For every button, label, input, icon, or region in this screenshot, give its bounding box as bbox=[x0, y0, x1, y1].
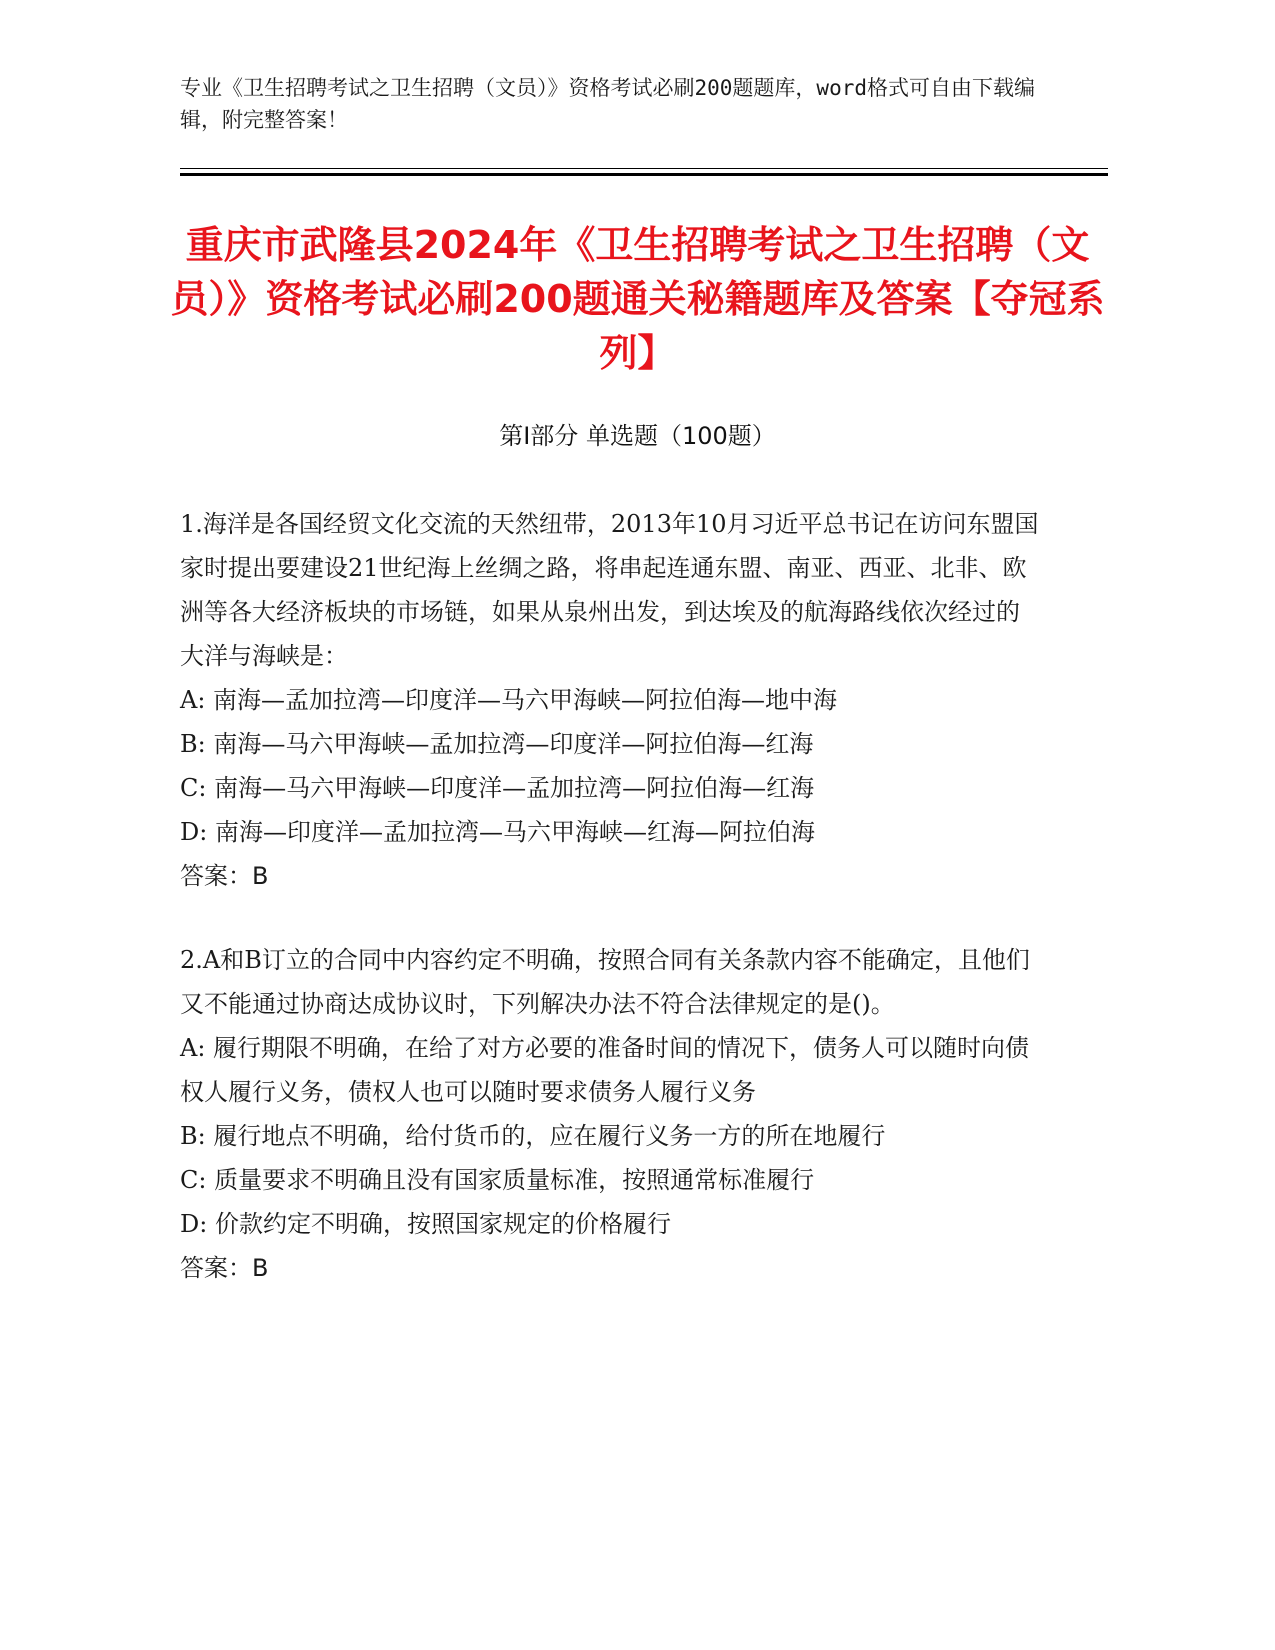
header-divider-thin bbox=[180, 168, 1108, 169]
answer: 答案：B bbox=[180, 862, 269, 890]
question-2 bbox=[180, 938, 1040, 1290]
header-note: 专业《卫生招聘考试之卫生招聘（文员）》资格考试必刷200题题库，word格式可自由下载编辑，附完整答案！ bbox=[180, 76, 1035, 132]
section-heading: 第Ⅰ部分 单选题（100题） bbox=[499, 422, 776, 450]
question-stem: 1.海洋是各国经贸文化交流的天然纽带，2013年10月习近平总书记在访问东盟国家时提出要建设21世纪海上丝绸之路，将串起连通东盟、南亚、西亚、北非、欧洲等各大经济板块的市场链，如果从泉州出发，到达埃及的航海路线依次经过的大洋与海峡是： bbox=[180, 510, 1039, 670]
option-b: B: 南海—马六甲海峡—孟加拉湾—印度洋—阿拉伯海—红海 bbox=[180, 730, 814, 758]
option-d: D: 价款约定不明确，按照国家规定的价格履行 bbox=[180, 1210, 671, 1238]
question-stem: 2.A和B订立的合同中内容约定不明确，按照合同有关条款内容不能确定，且他们又不能通过协商达成协议时，下列解决办法不符合法律规定的是()。 bbox=[180, 946, 1030, 1018]
option-a: A: 履行期限不明确，在给了对方必要的准备时间的情况下，债务人可以随时向债权人履行义务，债权人也可以随时要求债务人履行义务 bbox=[180, 1034, 1030, 1106]
option-c: C: 质量要求不明确且没有国家质量标准，按照通常标准履行 bbox=[180, 1166, 815, 1194]
answer: 答案：B bbox=[180, 1254, 269, 1282]
header-divider-thick bbox=[180, 173, 1108, 176]
question-1 bbox=[180, 502, 1040, 898]
document-title: 重庆市武隆县2024年《卫生招聘考试之卫生招聘（文员）》资格考试必刷200题通关秘籍题库及答案【夺冠系列】 bbox=[170, 223, 1105, 375]
option-d: D: 南海—印度洋—孟加拉湾—马六甲海峡—红海—阿拉伯海 bbox=[180, 818, 815, 846]
option-a: A: 南海—孟加拉湾—印度洋—马六甲海峡—阿拉伯海—地中海 bbox=[180, 686, 838, 714]
option-c: C: 南海—马六甲海峡—印度洋—孟加拉湾—阿拉伯海—红海 bbox=[180, 774, 815, 802]
option-b: B: 履行地点不明确，给付货币的，应在履行义务一方的所在地履行 bbox=[180, 1122, 886, 1150]
